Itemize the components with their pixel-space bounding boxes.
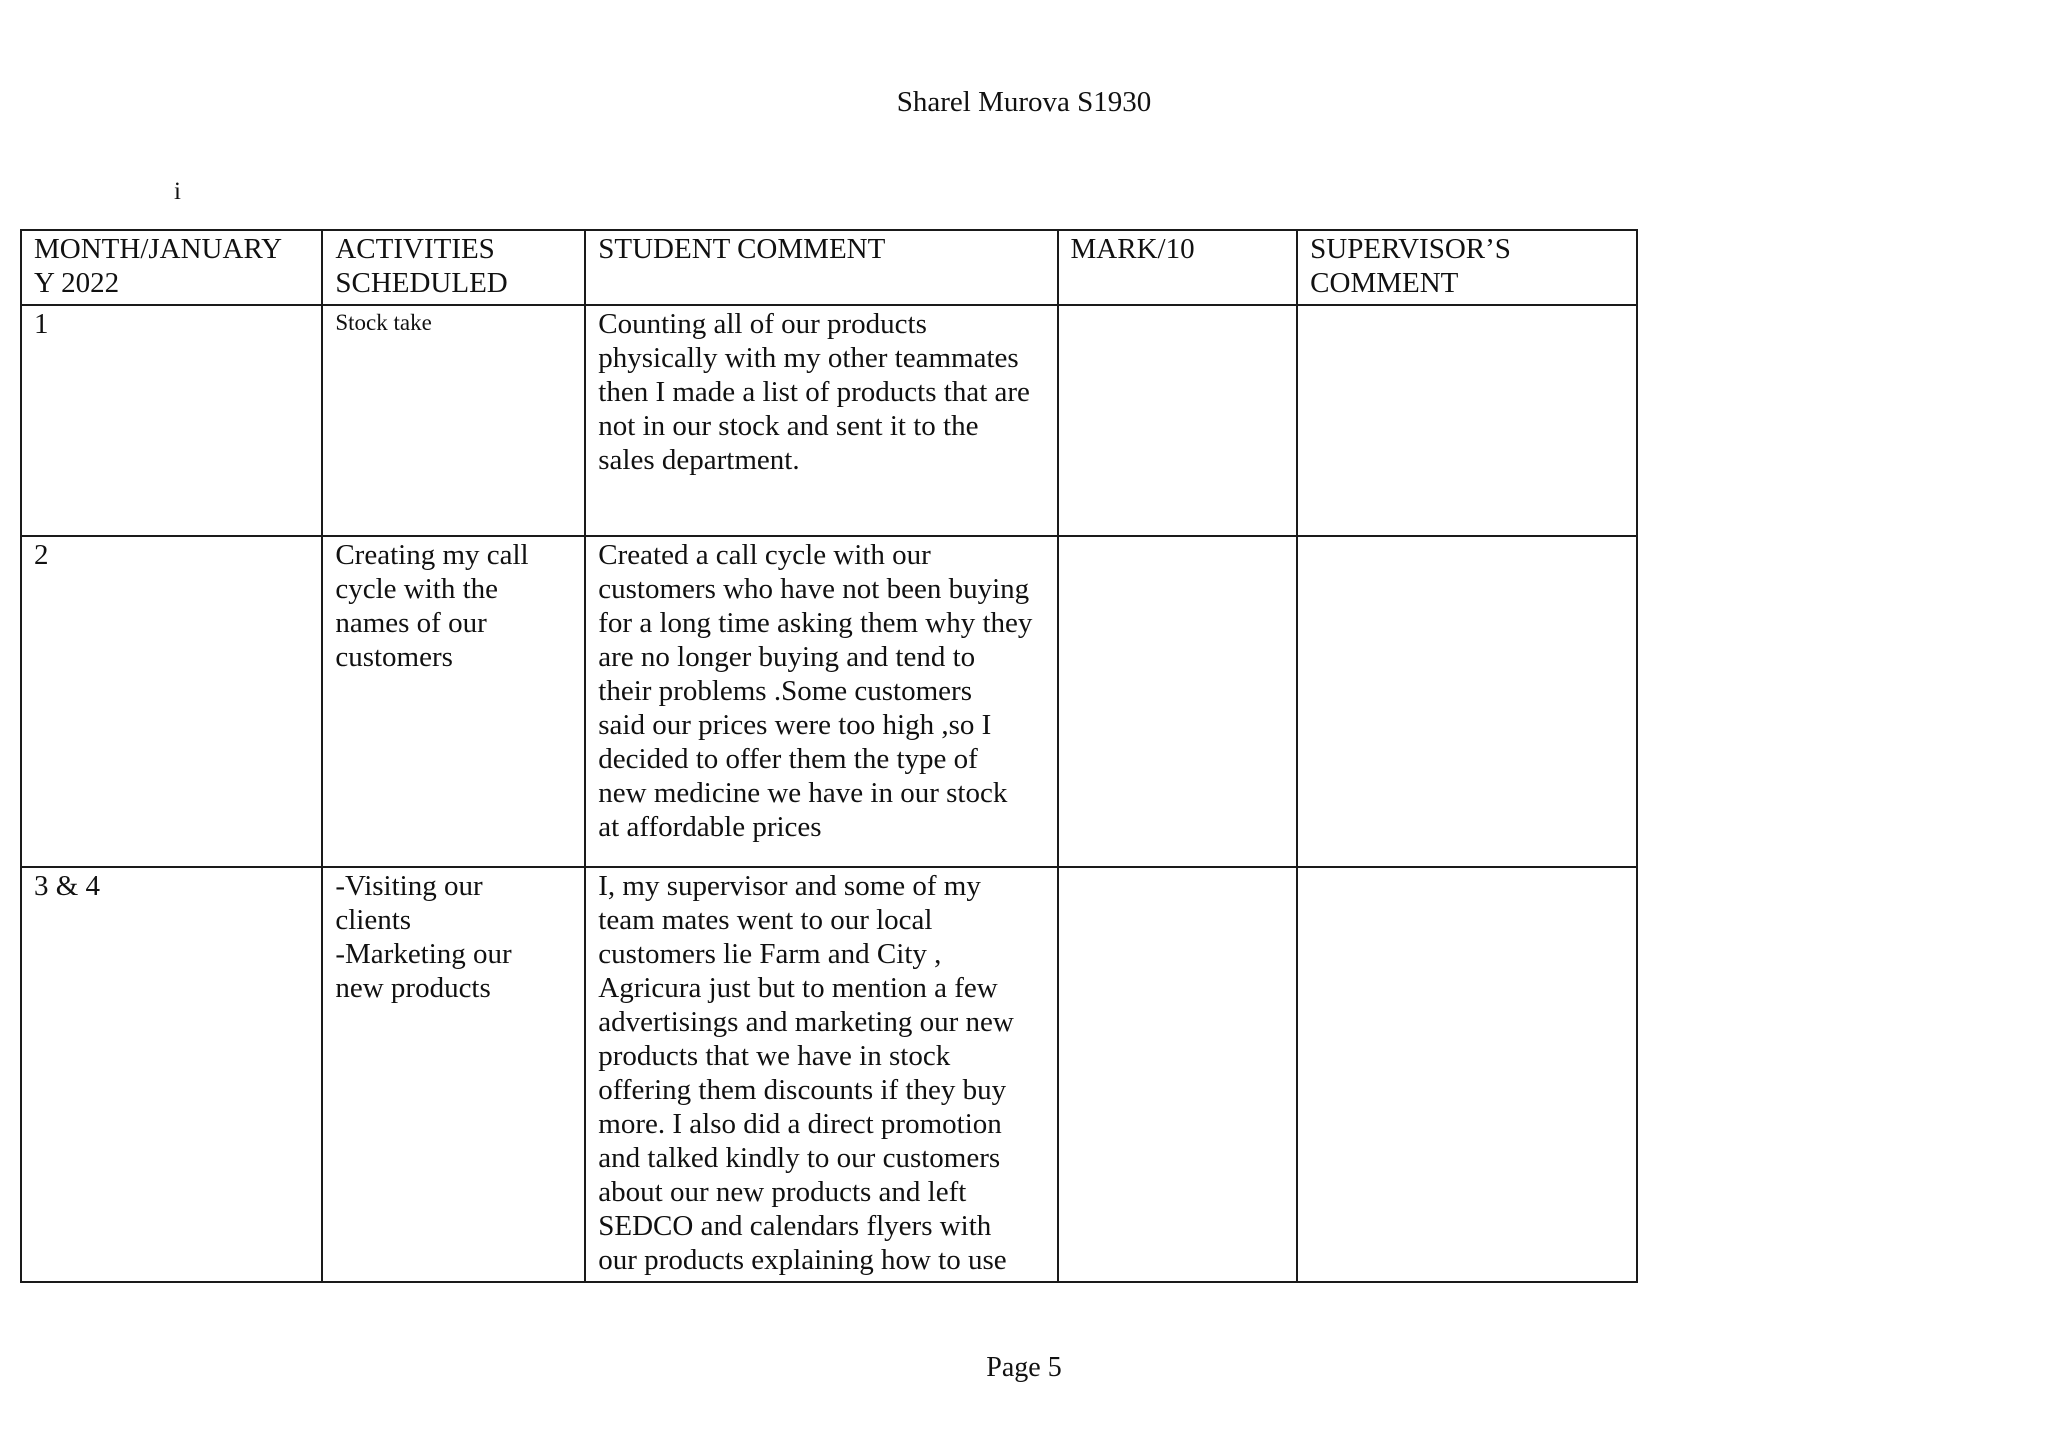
table-row: [21, 867, 1637, 1282]
activity-log-table: [20, 229, 1638, 1283]
mark-cell: [1058, 305, 1298, 536]
page-number: Page 5: [986, 1352, 1062, 1383]
activity-cell: Stock take: [322, 305, 585, 536]
week-cell: 1: [21, 305, 322, 536]
supervisor-comment-cell: [1297, 536, 1637, 867]
week-cell: 3 & 4: [21, 867, 322, 1282]
mark-cell: [1058, 536, 1298, 867]
week-cell: 2: [21, 536, 322, 867]
activity-cell: -Visiting our clients -Marketing our new products: [322, 867, 585, 1282]
student-comment-cell: Created a call cycle with our customers who have not been buying for a long time asking them why they are no longer buying and tend to their problems .Some customers said our prices were too high ,so I decided to offer them the type of new medicine we have in our stock at affordable prices: [585, 536, 1057, 867]
table-row: [21, 305, 1637, 536]
table-row: [21, 536, 1637, 867]
activity-cell: Creating my call cycle with the names of our customers: [322, 536, 585, 867]
table-header-row: [21, 230, 1637, 305]
header-student-comment: STUDENT COMMENT: [585, 230, 1057, 305]
header-month: MONTH/JANUARY Y 2022: [21, 230, 322, 305]
header-activities: ACTIVITIES SCHEDULED: [322, 230, 585, 305]
stray-mark: i: [174, 178, 181, 205]
header-supervisor-comment: SUPERVISOR’S COMMENT: [1297, 230, 1637, 305]
page-header: Sharel Murova S1930: [896, 86, 1152, 118]
mark-cell: [1058, 867, 1298, 1282]
supervisor-comment-cell: [1297, 867, 1637, 1282]
student-comment-cell: Counting all of our products physically with my other teammates then I made a list of products that are not in our stock and sent it to the sales department.: [585, 305, 1057, 536]
student-comment-cell: I, my supervisor and some of my team mates went to our local customers lie Farm and City , Agricura just but to mention a few advertisings and marketing our new products that we have in stock offering them discounts if they buy more. I also did a direct promotion and talked kindly to our customers about our new products and left SEDCO and calendars flyers with our products explaining how to use: [585, 867, 1057, 1282]
header-mark: MARK/10: [1058, 230, 1298, 305]
supervisor-comment-cell: [1297, 305, 1637, 536]
